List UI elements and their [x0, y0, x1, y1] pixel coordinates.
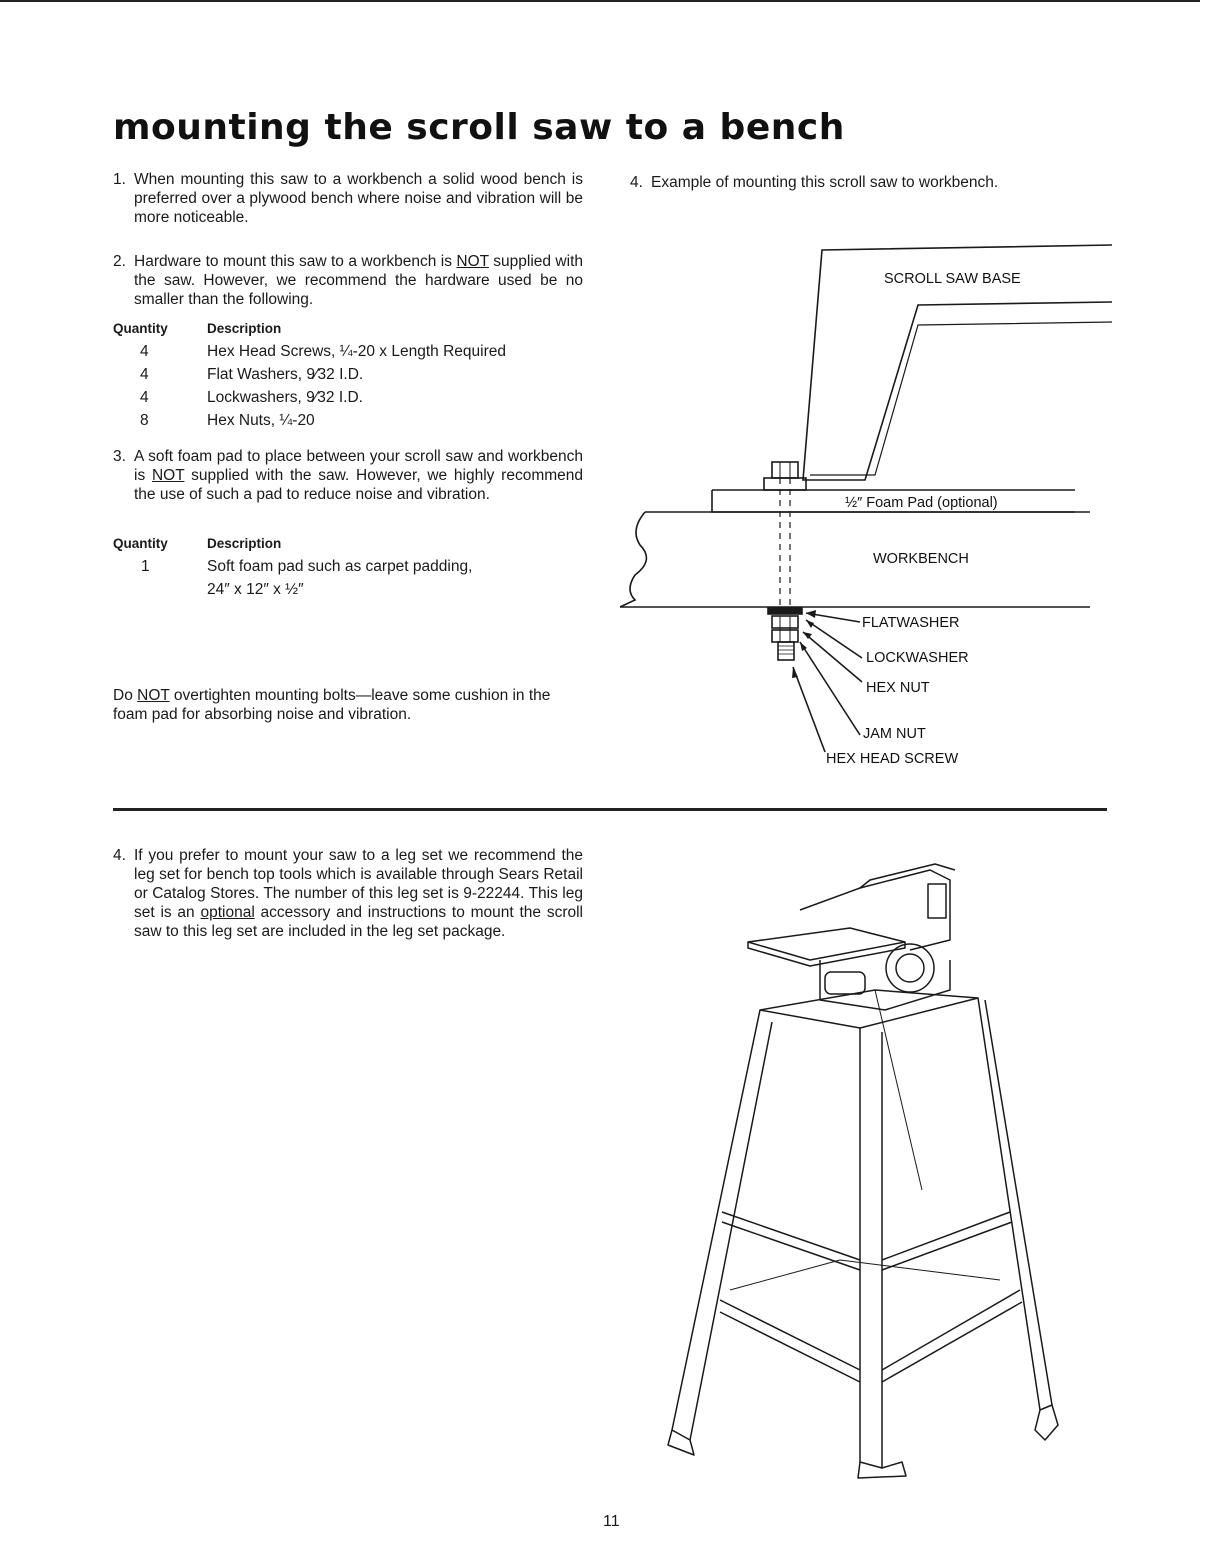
- step-number: 4.: [630, 174, 643, 191]
- jam-nut-shape: [772, 630, 798, 642]
- step-number: 2.: [113, 253, 126, 270]
- step-2: [113, 252, 583, 309]
- description-cell: Hex Head Screws, ¼-20 x Length Required: [207, 343, 506, 360]
- bolt-head-base: [764, 478, 806, 490]
- quantity-cell: 8: [140, 412, 149, 429]
- leg-set-illustration: [660, 850, 1080, 1480]
- table-row: [113, 409, 573, 432]
- text-run: If you prefer to mount your saw to a leg set we recommend the leg set for bench top tools which is available through Sears Retail or Catalog Stores. The number of this leg set is 9-22244. This leg set is an: [134, 847, 583, 921]
- label-hex-nut: HEX NUT: [866, 680, 930, 696]
- description-header: Description: [207, 536, 282, 551]
- leader-hex-nut: [803, 632, 862, 682]
- description-header: Description: [207, 321, 282, 336]
- foam-pad-table: [113, 532, 573, 601]
- screw-end: [778, 642, 794, 660]
- quantity-cell: 4: [140, 366, 149, 383]
- hex-nut-shape: [772, 616, 798, 628]
- quantity-cell: 4: [140, 343, 149, 360]
- stand-stretcher-lower-side: [882, 1290, 1022, 1382]
- table-row: [113, 340, 573, 363]
- step-1: [113, 170, 583, 227]
- workbench-break-line: [620, 512, 646, 607]
- label-lockwasher: LOCKWASHER: [866, 650, 969, 666]
- step-number: 1.: [113, 171, 126, 188]
- step-text: Example of mounting this scroll saw to workbench.: [651, 174, 999, 191]
- table-header: [113, 317, 573, 340]
- step-text: When mounting this saw to a workbench a solid wood bench is preferred over a plywood bench where noise and vibration will be more noticeable.: [134, 171, 583, 226]
- step-number: 4.: [113, 847, 126, 864]
- hardware-table: [113, 317, 573, 432]
- arrowhead: [792, 667, 798, 678]
- step-4-leg-set: [113, 846, 583, 941]
- workbench-outline: [620, 512, 1090, 607]
- stand-leg-back-right: [978, 998, 1052, 1410]
- description-cell: Flat Washers, 9⁄32 I.D.: [207, 366, 364, 383]
- saw-base-inner-line: [810, 322, 1112, 475]
- section-divider: [113, 808, 1107, 811]
- table-row: [113, 386, 573, 409]
- label-foam-pad: ½″ Foam Pad (optional): [845, 495, 998, 511]
- warning-note: [113, 686, 583, 724]
- step-text: [134, 846, 583, 941]
- step-text: [134, 252, 583, 309]
- stand-leg-front-left: [672, 1010, 772, 1440]
- table-row: [113, 363, 573, 386]
- emphasis-not: NOT: [151, 467, 185, 484]
- top-border-line: [0, 0, 1200, 2]
- motor-housing: [825, 972, 865, 994]
- description-cell: Soft foam pad such as carpet padding,: [207, 558, 473, 575]
- label-scroll-saw-base: SCROLL SAW BASE: [884, 271, 1021, 287]
- flatwasher-shape: [768, 608, 802, 614]
- label-hex-head-screw: HEX HEAD SCREW: [826, 751, 959, 767]
- quantity-cell: 4: [140, 389, 149, 406]
- quantity-header: Quantity: [113, 536, 168, 551]
- label-flatwasher: FLATWASHER: [862, 615, 960, 631]
- stand-stretcher-front: [722, 1212, 860, 1270]
- saw-motor: [886, 944, 934, 992]
- bolt-head: [772, 462, 798, 478]
- stand-stretcher-lower-front: [720, 1300, 860, 1382]
- warning-text: [113, 686, 583, 724]
- text-run: Do: [113, 687, 138, 704]
- leader-lockwasher: [806, 620, 862, 658]
- text-run: Hardware to mount this saw to a workbench is: [134, 253, 457, 270]
- step-4-example: [630, 173, 1100, 192]
- text-run: supplied with the saw. However, we highly recommend the use of such a pad to reduce noise and vibration.: [134, 467, 584, 503]
- step-text: [134, 447, 583, 504]
- quantity-cell: 1: [141, 558, 150, 575]
- leader-jam-nut: [800, 642, 860, 735]
- description-cell-continued: 24″ x 12″ x ½″: [207, 581, 304, 598]
- emphasis-optional: optional: [200, 904, 255, 921]
- quantity-header: Quantity: [113, 321, 168, 336]
- step-number: 3.: [113, 448, 126, 465]
- page-title: mounting the scroll saw to a bench: [113, 107, 845, 148]
- arrowhead: [806, 620, 814, 628]
- saw-body: [820, 960, 950, 1010]
- stand-leg-front-right: [860, 1028, 882, 1468]
- step-3: [113, 447, 583, 504]
- text-run: accessory and instructions to mount the scroll saw to this leg set are included in the leg set package.: [134, 904, 583, 940]
- leader-hex-head-screw: [793, 667, 825, 752]
- description-cell: Lockwashers, 9⁄32 I.D.: [207, 389, 363, 406]
- emphasis-not: NOT: [456, 253, 489, 270]
- label-jam-nut: JAM NUT: [863, 726, 926, 742]
- emphasis-not: NOT: [137, 687, 170, 704]
- text-run: A soft foam pad to place between your scroll saw and workbench is: [134, 448, 583, 484]
- stand-top: [760, 990, 978, 1028]
- description-cell: Hex Nuts, ¼-20: [207, 412, 315, 429]
- table-row: [113, 555, 573, 578]
- arrowhead: [800, 642, 807, 651]
- stand-stretcher-side: [882, 1212, 1012, 1270]
- text-run: supplied with the saw. However, we recommend the hardware used be no smaller than the following.: [134, 253, 583, 308]
- bolt-hidden-lines: [780, 478, 790, 610]
- saw-switch-box: [928, 884, 946, 918]
- table-header: [113, 532, 573, 555]
- label-workbench: WORKBENCH: [873, 551, 969, 567]
- stand-shelf-edge: [730, 1260, 1000, 1290]
- text-run: overtighten mounting bolts—leave some cushion in the foam pad for absorbing noise and vibration.: [113, 687, 551, 723]
- table-row: [113, 578, 573, 601]
- page-number: 11: [603, 1513, 620, 1530]
